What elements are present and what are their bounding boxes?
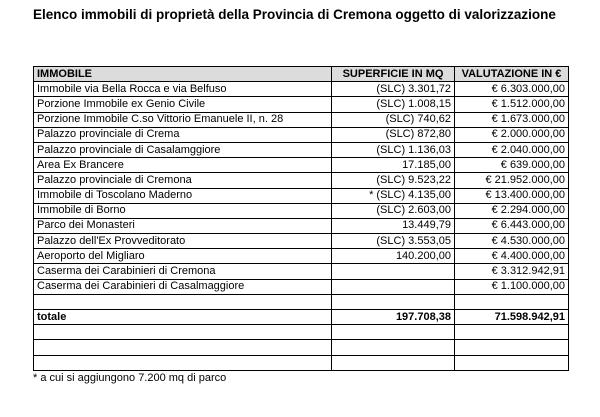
empty-row: [34, 340, 569, 355]
empty-cell: [332, 355, 455, 370]
empty-cell: [34, 355, 332, 370]
table-row: [34, 203, 569, 218]
empty-row: [34, 325, 569, 340]
property-name-cell: Parco dei Monasteri: [34, 218, 332, 233]
table-row: [34, 112, 569, 127]
valuation-cell: € 6.443.000,00: [455, 218, 569, 233]
valuation-cell: € 1.100.000,00: [455, 279, 569, 294]
property-name-cell: Caserma dei Carabinieri di Casalmaggiore: [34, 279, 332, 294]
property-name-cell: Immobile di Toscolano Maderno: [34, 188, 332, 203]
property-name-cell: Porzione Immobile C.so Vittorio Emanuele II, n. 28: [34, 112, 332, 127]
property-name-cell: Immobile via Bella Rocca e via Belfuso: [34, 82, 332, 97]
header-superficie: SUPERFICIE IN MQ: [332, 67, 455, 82]
table-row: [34, 173, 569, 188]
empty-cell: [332, 294, 455, 309]
surface-cell: 13.449,79: [332, 218, 455, 233]
property-name-cell: Area Ex Brancere: [34, 158, 332, 173]
table-row: [34, 158, 569, 173]
property-name-cell: Aeroporto del Migliaro: [34, 249, 332, 264]
empty-cell: [332, 340, 455, 355]
surface-cell: (SLC) 2.603,00: [332, 203, 455, 218]
total-surface: 197.708,38: [332, 310, 455, 325]
empty-cell: [34, 325, 332, 340]
surface-cell: 140.200,00: [332, 249, 455, 264]
property-name-cell: Caserma dei Carabinieri di Cremona: [34, 264, 332, 279]
empty-cell: [455, 340, 569, 355]
valuation-cell: € 21.952.000,00: [455, 173, 569, 188]
table-row: [34, 188, 569, 203]
empty-row: [34, 355, 569, 370]
surface-cell: (SLC) 740,62: [332, 112, 455, 127]
table-row: [34, 249, 569, 264]
empty-row: [34, 294, 569, 309]
valuation-cell: € 1.673.000,00: [455, 112, 569, 127]
table-row: [34, 264, 569, 279]
valuation-cell: € 2.000.000,00: [455, 127, 569, 142]
surface-cell: (SLC) 3.553,05: [332, 234, 455, 249]
empty-cell: [332, 325, 455, 340]
empty-cell: [455, 325, 569, 340]
property-name-cell: Immobile di Borno: [34, 203, 332, 218]
valuation-cell: € 2.294.000,00: [455, 203, 569, 218]
valuation-cell: € 1.512.000,00: [455, 97, 569, 112]
table-header-row: [34, 67, 569, 82]
valuation-cell: € 3.312.942,91: [455, 264, 569, 279]
surface-cell: 17.185,00: [332, 158, 455, 173]
valuation-cell: € 6.303.000,00: [455, 82, 569, 97]
table-row: [34, 234, 569, 249]
valuation-cell: € 639.000,00: [455, 158, 569, 173]
empty-cell: [34, 294, 332, 309]
surface-cell: [332, 279, 455, 294]
table-row: [34, 97, 569, 112]
table-row: [34, 127, 569, 142]
header-valutazione: VALUTAZIONE IN €: [455, 67, 569, 82]
surface-cell: * (SLC) 4.135,00: [332, 188, 455, 203]
empty-cell: [455, 294, 569, 309]
table-row: [34, 142, 569, 157]
properties-table: [33, 66, 569, 371]
header-immobile: IMMOBILE: [34, 67, 332, 82]
surface-cell: (SLC) 1.136,03: [332, 142, 455, 157]
page-title: Elenco immobili di proprietà della Provincia di Cremona oggetto di valorizzazione: [33, 7, 556, 22]
empty-cell: [34, 340, 332, 355]
valuation-cell: € 13.400.000,00: [455, 188, 569, 203]
valuation-cell: € 2.040.000,00: [455, 142, 569, 157]
surface-cell: (SLC) 3.301,72: [332, 82, 455, 97]
table-row: [34, 279, 569, 294]
property-name-cell: Porzione Immobile ex Genio Civile: [34, 97, 332, 112]
property-name-cell: Palazzo provinciale di Cremona: [34, 173, 332, 188]
empty-cell: [455, 355, 569, 370]
surface-cell: (SLC) 9.523,22: [332, 173, 455, 188]
property-name-cell: Palazzo provinciale di Casalamggiore: [34, 142, 332, 157]
table-row: [34, 218, 569, 233]
surface-cell: [332, 264, 455, 279]
valuation-cell: € 4.400.000,00: [455, 249, 569, 264]
table-row: [34, 82, 569, 97]
total-label: totale: [34, 310, 332, 325]
surface-cell: (SLC) 872,80: [332, 127, 455, 142]
total-row: [34, 310, 569, 325]
property-name-cell: Palazzo provinciale di Crema: [34, 127, 332, 142]
valuation-cell: € 4.530.000,00: [455, 234, 569, 249]
footnote: * a cui si aggiungono 7.200 mq di parco: [33, 372, 227, 384]
property-name-cell: Palazzo dell'Ex Provveditorato: [34, 234, 332, 249]
total-valuation: 71.598.942,91: [455, 310, 569, 325]
surface-cell: (SLC) 1.008,15: [332, 97, 455, 112]
